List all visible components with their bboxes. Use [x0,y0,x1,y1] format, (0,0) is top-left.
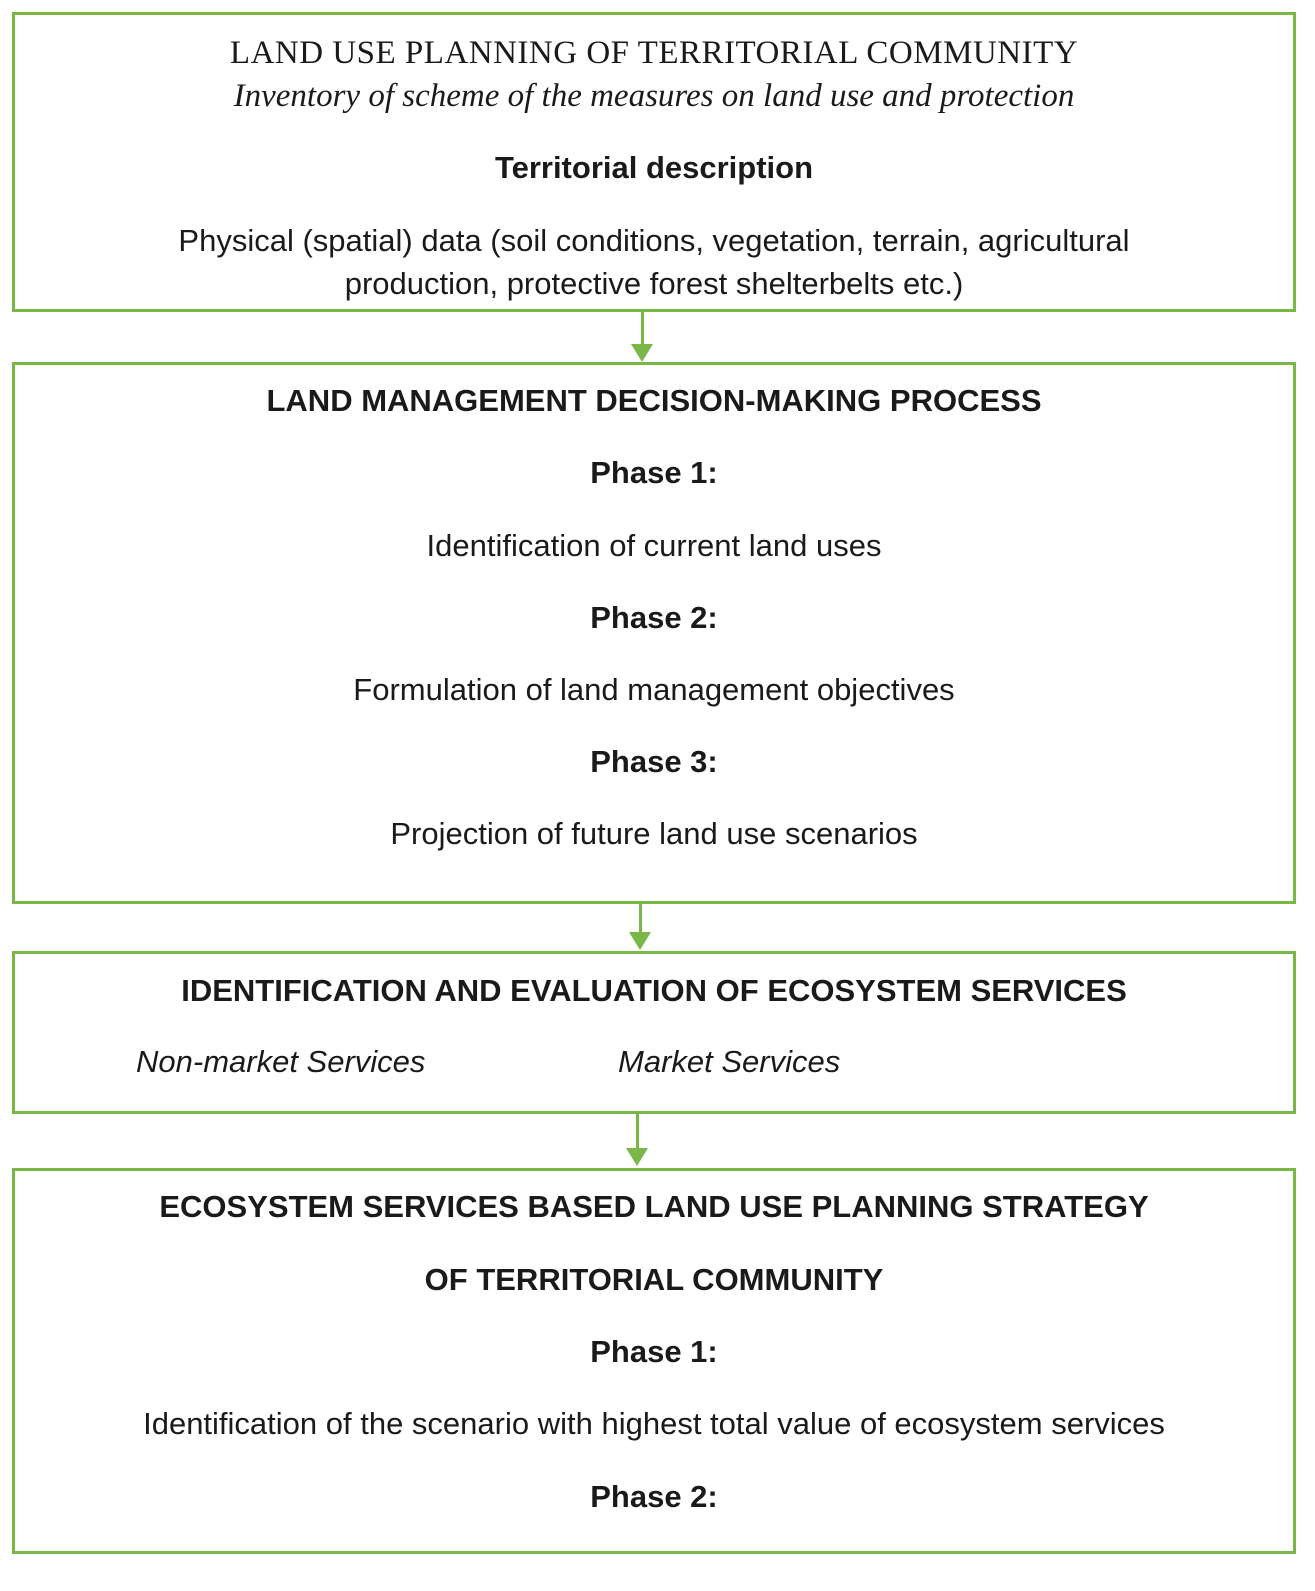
box3-title: IDENTIFICATION AND EVALUATION OF ECOSYSTEM SERVICES [181,973,1127,1008]
box4-title-line2: OF TERRITORIAL COMMUNITY [424,1262,884,1297]
box1-text-line2: production, protective forest shelterbelts etc.) [344,266,964,301]
box1-text-line1: Physical (spatial) data (soil conditions, vegetation, terrain, agricultural [178,223,1130,258]
box4-title-line1: ECOSYSTEM SERVICES BASED LAND USE PLANNING STRATEGY [159,1189,1149,1224]
box4-phase1-text: Identification of the scenario with highest total value of ecosystem services [143,1406,1165,1441]
market-services-label: Market Services [618,1044,841,1079]
box2-phase3-label: Phase 3: [590,744,718,779]
non-market-services-label: Non-market Services [136,1044,426,1079]
land-use-planning-box [12,12,1296,312]
box2-phase2-text: Formulation of land management objectives [353,672,955,707]
decision-making-process-box [12,362,1296,904]
box1-heading: Territorial description [494,150,814,185]
box2-phase1-label: Phase 1: [590,455,718,490]
box1-title: LAND USE PLANNING OF TERRITORIAL COMMUNITY [229,35,1079,71]
box2-title: LAND MANAGEMENT DECISION-MAKING PROCESS [266,383,1042,418]
land-use-planning-strategy-box [12,1168,1296,1554]
ecosystem-services-evaluation-box [12,951,1296,1114]
box4-phase1-label: Phase 1: [590,1334,718,1369]
box1-subtitle: Inventory of scheme of the measures on land use and protection [233,78,1075,114]
box2-phase1-text: Identification of current land uses [426,528,882,563]
box4-phase2-label: Phase 2: [590,1479,718,1514]
box2-phase3-text: Projection of future land use scenarios [390,816,918,851]
box2-phase2-label: Phase 2: [590,600,718,635]
